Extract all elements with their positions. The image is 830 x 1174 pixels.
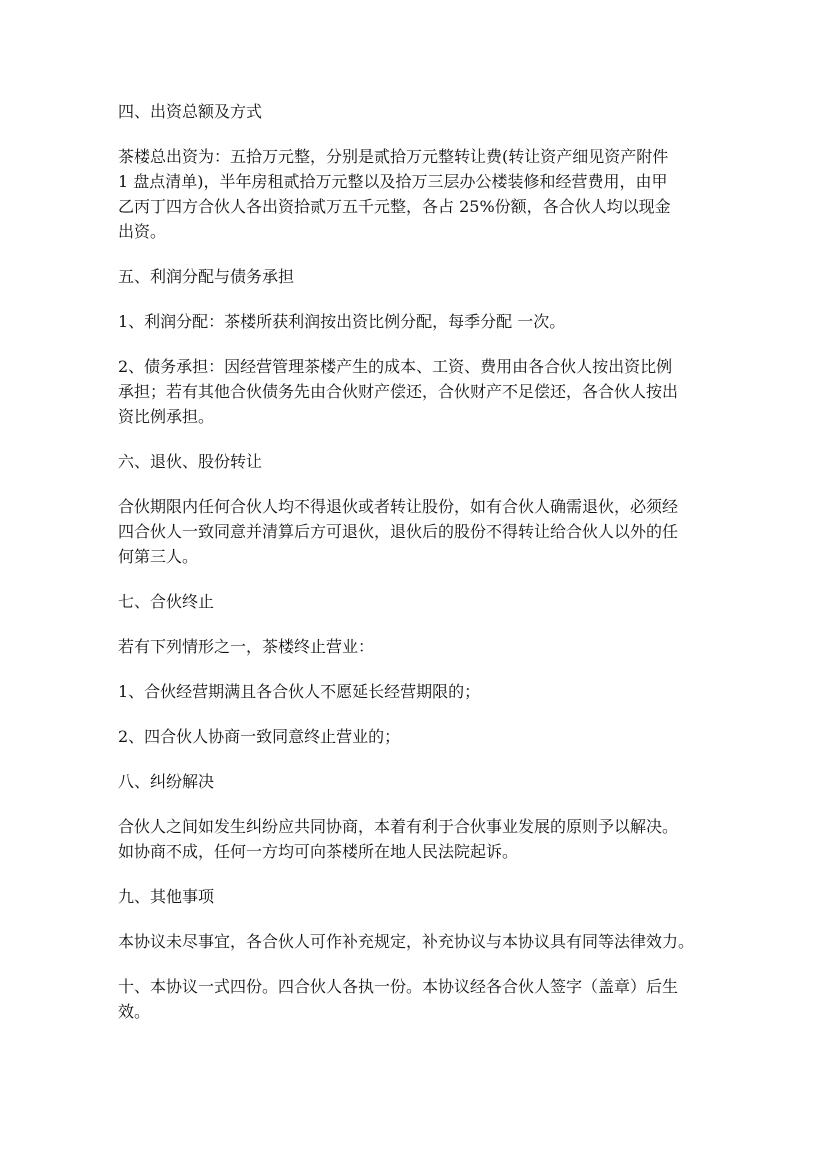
paragraph-line: 合伙期限内任何合伙人均不得退伙或者转让股份，如有合伙人确需退伙，必须经: [118, 497, 679, 516]
section-heading: 四、出资总额及方式: [118, 102, 263, 121]
paragraph-line: 茶楼总出资为：五拾万元整，分别是贰拾万元整转让费(转让资产细见资产附件: [118, 147, 669, 166]
section-heading: 八、纠纷解决: [118, 772, 215, 791]
paragraph-line: 1、合伙经营期满且各合伙人不愿延长经营期限的；: [118, 682, 481, 701]
section-heading: 五、利润分配与债务承担: [118, 267, 295, 286]
paragraph-line: 承担；若有其他合伙债务先由合伙财产偿还，合伙财产不足偿还，各合伙人按出: [118, 382, 679, 401]
paragraph-line: 四合伙人一致同意并清算后方可退伙，退伙后的股份不得转让给合伙人以外的任: [118, 522, 679, 541]
paragraph-line: 1 盘点清单)，半年房租贰拾万元整以及拾万三层办公楼装修和经营费用，由甲: [118, 172, 668, 191]
watermark-lower: [296, 1071, 363, 1167]
paragraph-line: 本协议未尽事宜，各合伙人可作补充规定，补充协议与本协议具有同等法律效力。: [118, 932, 695, 951]
section-heading: 六、退伙、股份转让: [118, 452, 263, 471]
paragraph-line: 若有下列情形之一，茶楼终止营业：: [118, 637, 375, 656]
paragraph-line: 2、四合伙人协商一致同意终止营业的；: [118, 727, 401, 746]
paragraph-line: 十、本协议一式四份。四合伙人各执一份。本协议经各合伙人签字（盖章）后生: [118, 977, 679, 996]
paragraph-line: 效。: [118, 1002, 151, 1021]
section-heading: 七、合伙终止: [118, 592, 215, 611]
paragraph-line: 合伙人之间如发生纠纷应共同协商，本着有利于合伙事业发展的原则予以解决。: [118, 817, 679, 836]
paragraph-line: 2、债务承担：因经营管理茶楼产生的成本、工资、费用由各合伙人按出资比例: [118, 357, 673, 376]
paragraph-line: 出资。: [118, 222, 167, 241]
document-body: [118, 99, 722, 1044]
paragraph-line: 乙丙丁四方合伙人各出资拾贰万五千元整，各占 25%份额，各合伙人均以现金: [118, 197, 671, 216]
watermark-text-lower: [296, 1071, 363, 1167]
paragraph-line: 何第三人。: [118, 547, 199, 566]
paragraph-line: 如协商不成，任何一方均可向茶楼所在地人民法院起诉。: [118, 842, 519, 861]
section-heading: 九、其他事项: [118, 887, 215, 906]
paragraph-line: 资比例承担。: [118, 407, 215, 426]
paragraph-line: 1、利润分配：茶楼所获利润按出资比例分配，每季分配 一次。: [118, 312, 566, 331]
